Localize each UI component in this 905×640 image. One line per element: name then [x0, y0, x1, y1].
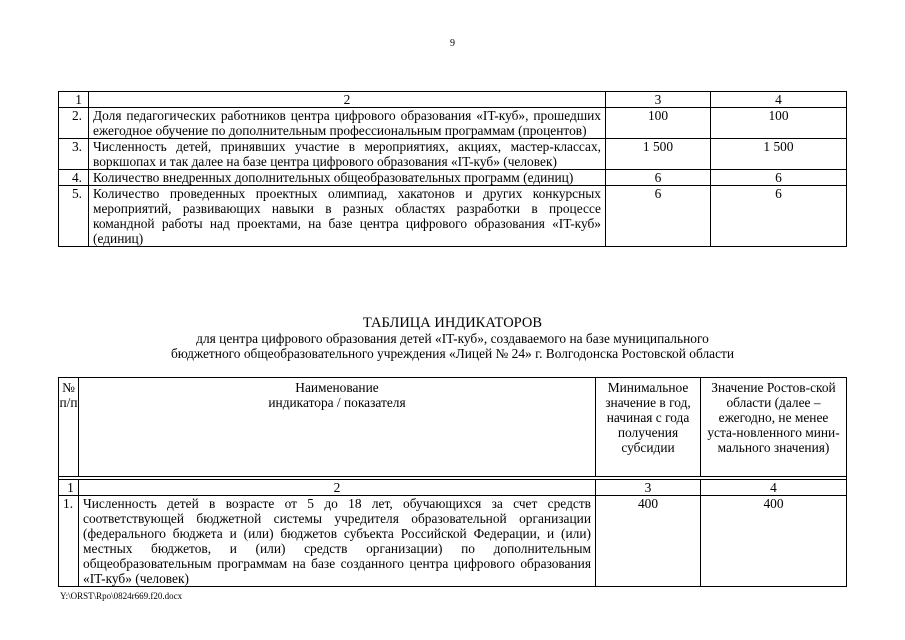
indicator-table-subtitle-line1: для центра цифрового образования детей «IT-куб», создаваемого на базе муниципального — [196, 331, 709, 346]
header-min-value: Минимальное значение в год, начиная с года получения субсидии — [596, 378, 701, 477]
row-text: Численность детей, принявших участие в мероприятиях, акциях, мастер-классах, воркшопах и так далее на базе центра цифрового образования «IT-куб» (человек) — [89, 139, 606, 170]
column-number: 3 — [596, 480, 701, 496]
row-value-3: 6 — [606, 170, 711, 186]
column-number: 1 — [59, 92, 89, 108]
row-value-4: 6 — [711, 186, 847, 247]
table-row — [59, 108, 847, 139]
indicator-table — [58, 377, 847, 587]
row-value-3: 1 500 — [606, 139, 711, 170]
column-number: 2 — [79, 480, 596, 496]
header-name-cell — [79, 378, 596, 477]
row-value-4: 6 — [711, 170, 847, 186]
table-column-numbers-row — [59, 92, 847, 108]
row-text: Количество проведенных проектных олимпиад, хакатонов и других конкурсных мероприятий, развивающих навыки в разных областях разработки в процессе командной работы над проектами, на базе центра цифрового образования «IT-куб» (единиц) — [89, 186, 606, 247]
row-value-3: 6 — [606, 186, 711, 247]
row-text: Численность детей в возрасте от 5 до 18 лет, обучающихся за счет средств соответствующей бюджетной системы учредителя образовательной организации (федерального бюджета и (или) бюджетов субъекта Российской Федерации, и (или) местных бюджетов, и (или) средств организации) по дополнительным общеобразовательным программам на базе созданного центра цифрового образования «IT-куб» (человек) — [79, 496, 596, 587]
header-number-line2: п/п — [59, 395, 78, 410]
row-number: 1. — [59, 496, 79, 587]
header-name-line2: индикатора / показателя — [268, 395, 406, 410]
continued-table — [58, 91, 847, 247]
row-value-3: 400 — [596, 496, 701, 587]
indicator-table-header-row — [59, 378, 847, 477]
table-row — [59, 186, 847, 247]
table-row — [59, 496, 847, 587]
column-number: 2 — [89, 92, 606, 108]
column-number: 1 — [59, 480, 79, 496]
column-number: 4 — [711, 92, 847, 108]
table-column-numbers-row — [59, 480, 847, 496]
header-number-line1: № — [62, 380, 75, 395]
table-row — [59, 170, 847, 186]
row-value-4: 400 — [701, 496, 847, 587]
column-number: 4 — [701, 480, 847, 496]
row-text: Количество внедренных дополнительных общеобразовательных программ (единиц) — [89, 170, 606, 186]
row-number: 5. — [59, 186, 89, 247]
table-row — [59, 139, 847, 170]
row-value-4: 100 — [711, 108, 847, 139]
row-number: 4. — [59, 170, 89, 186]
row-value-4: 1 500 — [711, 139, 847, 170]
row-number: 2. — [59, 108, 89, 139]
header-region-value: Значение Ростов-ской области (далее – ежегодно, не менее уста-новленного мини-мального значения) — [701, 378, 847, 477]
row-value-3: 100 — [606, 108, 711, 139]
file-path-footer: Y:\ORST\Rpo\0824r669.f20.docx — [60, 591, 183, 601]
column-number: 3 — [606, 92, 711, 108]
indicator-table-title: ТАБЛИЦА ИНДИКАТОРОВ — [362, 315, 543, 331]
page-number: 9 — [450, 38, 455, 49]
row-number: 3. — [59, 139, 89, 170]
header-name-line1: Наименование — [295, 380, 379, 395]
indicator-table-subtitle-line2: бюджетного общеобразовательного учреждения «Лицей № 24» г. Волгодонска Ростовской области — [170, 346, 735, 361]
row-text: Доля педагогических работников центра цифрового образования «IT-куб», прошедших ежегодное обучение по дополнительным профессиональным программам (процентов) — [89, 108, 606, 139]
header-number-cell — [59, 378, 79, 477]
indicator-table-heading — [0, 316, 905, 361]
